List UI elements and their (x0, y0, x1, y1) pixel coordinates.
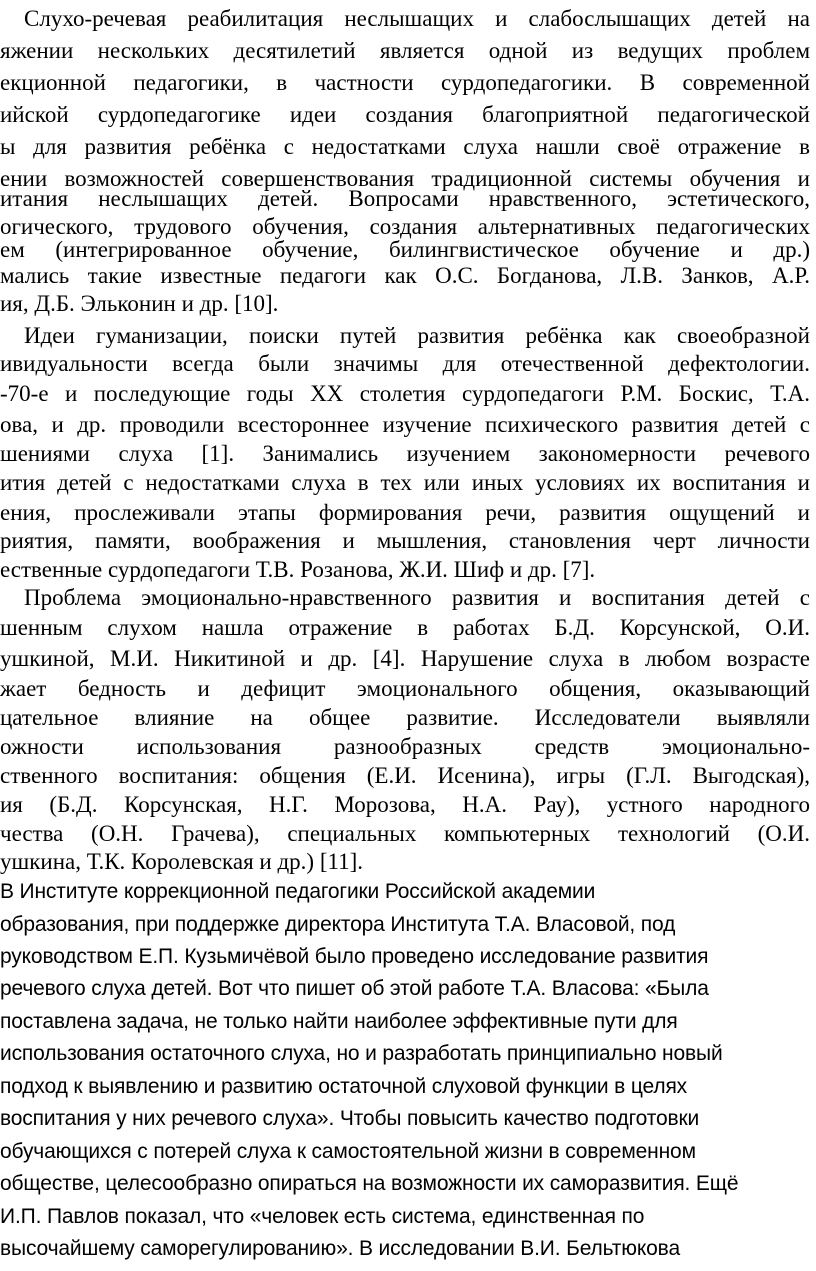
text-line: ественные сурдопедагоги Т.В. Розанова, Ж.И. Шиф и др. [7]. (0, 557, 596, 582)
text-line: обучающихся с потерей слуха к самостоятельной жизни в современном (0, 1140, 696, 1163)
text-line: подход к выявлению и развитию остаточной слуховой функции в целях (0, 1075, 688, 1098)
text-line: огического, трудового обучения, создания альтернативных педагогических (0, 214, 810, 239)
text-line: ова, и др. проводили всестороннее изучение психического развития детей с (0, 412, 810, 437)
text-line: речевого слуха детей. Вот что пишет об этой работе Т.А. Власова: «Была (0, 977, 709, 1000)
text-line: яжении нескольких десятилетий является одной из ведущих проблем (0, 38, 810, 63)
text-line: И.П. Павлов показал, что «человек есть система, единственная по (0, 1205, 645, 1228)
text-line: ственного воспитания: общения (Е.И. Исенина), игры (Г.Л. Выгодская), (0, 763, 810, 788)
text-line: ения, прослеживали этапы формирования речи, развития ощущений и (0, 500, 810, 525)
text-line: ития детей с недостатками слуха в тех или иных условиях их воспитания и (0, 470, 810, 495)
text-line: Проблема эмоционально-нравственного развития и воспитания детей с (24, 585, 810, 610)
text-line: ушкиной, М.И. Никитиной и др. [4]. Нарушение слуха в любом возрасте (0, 646, 810, 671)
text-line: шениями слуха [1]. Занимались изучением закономерности речевого (0, 441, 810, 466)
text-line: цательное влияние на общее развитие. Исследователи выявляли (0, 705, 810, 730)
text-line: итания неслышащих детей. Вопросами нравственного, эстетического, (0, 186, 810, 211)
text-line: ия, Д.Б. Эльконин и др. [10]. (0, 291, 279, 316)
text-line: мались такие известные педагоги как О.С. Богданова, Л.В. Занков, А.Р. (0, 263, 810, 288)
text-line: поставлена задача, не только найти наиболее эффективные пути для (0, 1010, 678, 1033)
text-line: руководством Е.П. Кузьмичёвой было проведено исследование развития (0, 945, 709, 968)
text-line: ия (Б.Д. Корсунская, Н.Г. Морозова, Н.А. Рау), устного народного (0, 792, 810, 817)
text-line: В Институте коррекционной педагогики Российской академии (0, 880, 596, 903)
text-line: ийской сурдопедагогике идеи создания благоприятной педагогической (0, 102, 810, 127)
text-line: екционной педагогики, в частности сурдопедагогики. В современной (0, 70, 810, 95)
text-line: образования, при поддержке директора Института Т.А. Власовой, под (0, 913, 676, 936)
text-line: воспитания у них речевого слуха». Чтобы повысить качество подготовки (0, 1107, 700, 1130)
text-line: обществе, целесообразно опираться на возможности их саморазвития. Ещё (0, 1172, 739, 1195)
text-line: ении возможностей совершенствования традиционной системы обучения и (0, 166, 810, 191)
text-line: ожности использования разнообразных средств эмоционально- (0, 734, 810, 759)
text-line: чества (О.Н. Грачева), специальных компьютерных технологий (О.И. (0, 821, 810, 846)
text-line: жает бедность и дефицит эмоционального общения, оказывающий (0, 676, 810, 701)
text-line: использования остаточного слуха, но и разработать принципиально новый (0, 1042, 723, 1065)
text-line: высочайшему саморегулированию». В исследовании В.И. Бельтюкова (0, 1237, 680, 1260)
text-line: риятия, памяти, воображения и мышления, становления черт личности (0, 528, 810, 553)
text-line: Слухо-речевая реабилитация неслышащих и слабослышащих детей на (24, 6, 810, 31)
text-line: ем (интегрированное обучение, билингвистическое обучение и др.) (0, 237, 810, 262)
text-line: Идеи гуманизации, поиски путей развития ребёнка как своеобразной (24, 323, 810, 348)
text-line: -70-е и последующие годы XX столетия сурдопедагоги Р.М. Боскис, Т.А. (0, 381, 810, 406)
text-line: ы для развития ребёнка с недостатками слуха нашли своё отражение в (0, 134, 810, 159)
text-line: ивидуальности всегда были значимы для отечественной дефектологии. (0, 351, 810, 376)
text-line: ушкина, Т.К. Королевская и др.) [11]. (0, 849, 364, 874)
text-line: шенным слухом нашла отражение в работах Б.Д. Корсунской, О.И. (0, 615, 810, 640)
